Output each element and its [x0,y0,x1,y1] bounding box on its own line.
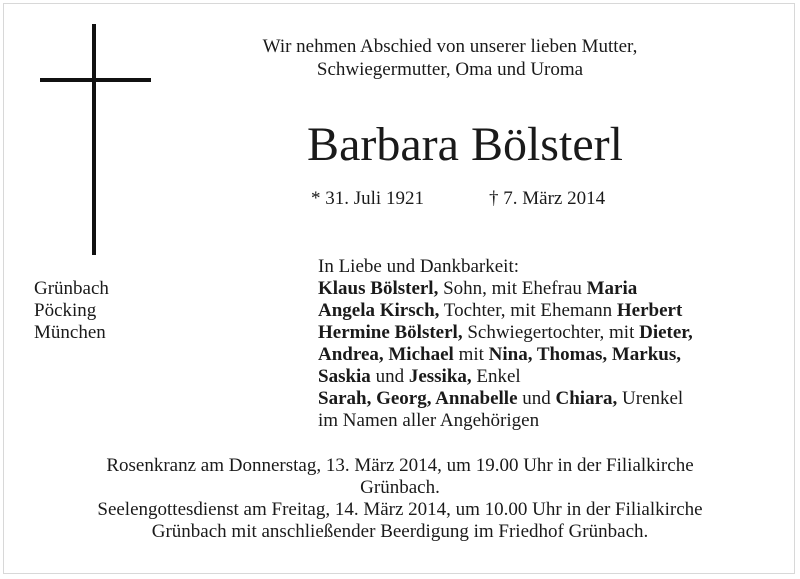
mourner-name: Herbert [616,300,683,321]
place-item: München [34,322,106,343]
cross-vertical-bar [92,24,96,255]
cross-horizontal-bar [40,78,151,82]
death-date: † 7. März 2014 [489,188,606,209]
mourner-name: Saskia [318,366,371,387]
mourner-relation: Sohn, mit Ehefrau [438,278,587,299]
mourners-heading: In Liebe und Dankbarkeit: [318,256,520,277]
mourner-name: Nina, Thomas, Markus, [488,344,681,365]
mourner-line [318,322,693,344]
mourner-line [318,278,693,300]
mourner-name: Andrea, Michael [318,344,454,365]
mourner-name: Angela Kirsch, [318,300,440,321]
mourner-relation: und [370,366,409,387]
mourner-name: Jessika, [408,366,472,387]
deceased-name: Barbara Bölsterl [307,118,623,171]
place-item: Pöcking [34,300,97,321]
service-line: Grünbach. [360,477,440,498]
mourner-name: Klaus Bölsterl, [318,278,439,299]
service-line: Rosenkranz am Donnerstag, 13. März 2014, um 19.00 Uhr in der Filialkirche [106,455,694,476]
intro-text [200,35,700,81]
service-info [20,455,780,543]
mourner-name: Dieter, [639,322,693,343]
mourner-relation: Enkel [471,366,521,387]
mourner-relation: Urenkel [617,388,684,409]
mourner-line [318,388,693,410]
mourner-relation: und [517,388,556,409]
mourner-relation: Schwiegertochter, mit [462,322,640,343]
mourner-line [318,300,693,322]
places-list [34,278,109,344]
mourner-name: Sarah, Georg, Annabelle [318,388,518,409]
mourners-closing: im Namen aller Angehörigen [318,410,540,431]
intro-line-1: Wir nehmen Abschied von unserer lieben Mutter, [262,36,638,57]
mourner-name: Chiara, [555,388,618,409]
mourner-name: Maria [586,278,638,299]
place-item: Grünbach [34,278,109,299]
mourner-relation: mit [453,344,489,365]
mourner-line [318,344,693,366]
mourner-relation: Tochter, mit Ehemann [439,300,617,321]
service-line: Grünbach mit anschließender Beerdigung im Friedhof Grünbach. [151,521,649,542]
intro-line-2: Schwiegermutter, Oma und Uroma [316,59,584,80]
service-line: Seelengottesdienst am Freitag, 14. März 2014, um 10.00 Uhr in der Filialkirche [97,499,703,520]
mourners-list [318,256,693,432]
mourner-line [318,366,693,388]
mourner-name: Hermine Bölsterl, [318,322,463,343]
birth-date: * 31. Juli 1921 [311,188,424,209]
